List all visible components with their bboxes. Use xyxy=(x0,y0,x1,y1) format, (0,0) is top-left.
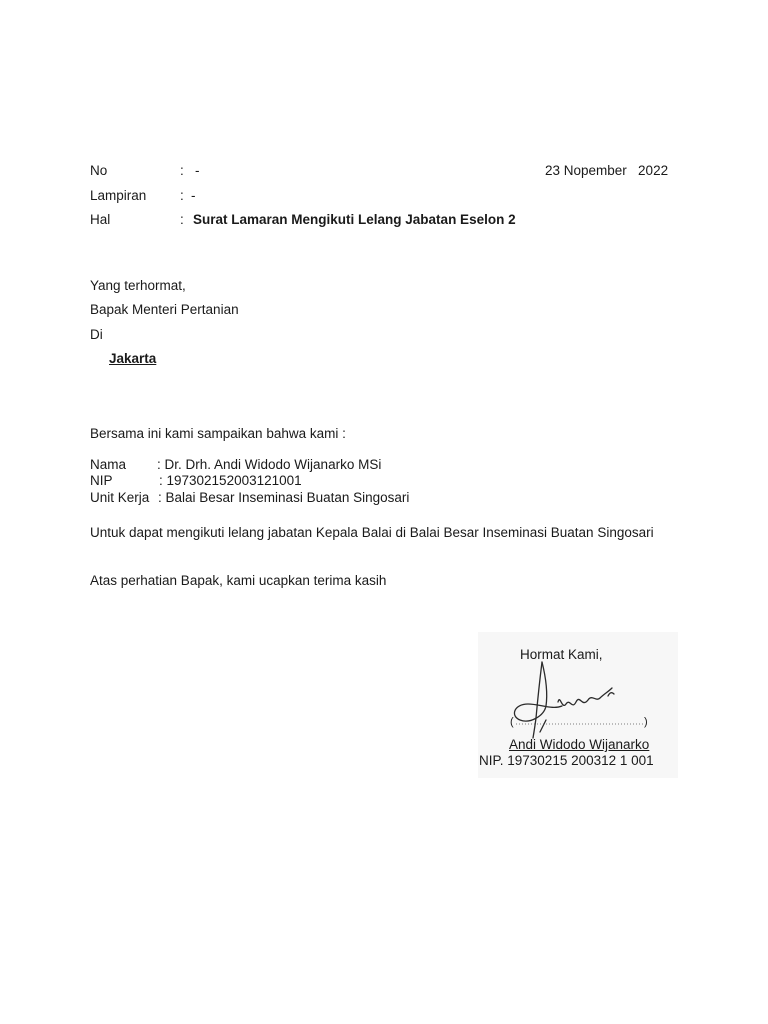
purpose-text: Untuk dapat mengikuti lelang jabatan Kepala Balai di Balai Besar Inseminasi Buatan Singosari xyxy=(90,525,654,540)
hal-colon: : xyxy=(180,212,184,227)
nama-label: Nama xyxy=(90,457,127,472)
nama-value: : Dr. Drh. Andi Widodo Wijanarko MSi xyxy=(157,457,382,472)
salutation: Hormat Kami, xyxy=(520,647,603,662)
no-value: - xyxy=(195,163,200,178)
no-colon: : xyxy=(180,163,184,178)
signatory-name: Andi Widodo Wijanarko xyxy=(509,737,650,752)
unit-label: Unit Kerja xyxy=(90,490,150,505)
recipient: Bapak Menteri Pertanian xyxy=(90,302,239,317)
signature-close-paren: ) xyxy=(644,716,648,728)
nip-value: : 197302152003121001 xyxy=(159,473,302,488)
lampiran-value: - xyxy=(191,188,196,203)
hal-label: Hal xyxy=(90,212,111,227)
signature-open-paren: ( xyxy=(510,716,514,728)
city: Jakarta xyxy=(109,351,157,366)
signatory-nip: NIP. 19730215 200312 1 001 xyxy=(479,753,654,768)
handwritten-signature xyxy=(500,658,660,740)
letter-date: 23 Nopember 2022 xyxy=(545,163,669,178)
intro-text: Bersama ini kami sampaikan bahwa kami : xyxy=(90,426,346,441)
di-label: Di xyxy=(90,327,103,342)
lampiran-colon: : xyxy=(180,188,184,203)
closing-text: Atas perhatian Bapak, kami ucapkan terima kasih xyxy=(90,573,387,588)
greeting: Yang terhormat, xyxy=(90,278,186,293)
unit-value: : Balai Besar Inseminasi Buatan Singosari xyxy=(158,490,410,505)
nip-label: NIP xyxy=(90,473,113,488)
hal-value: Surat Lamaran Mengikuti Lelang Jabatan Eselon 2 xyxy=(193,212,516,227)
lampiran-label: Lampiran xyxy=(90,188,147,203)
no-label: No xyxy=(90,163,108,178)
